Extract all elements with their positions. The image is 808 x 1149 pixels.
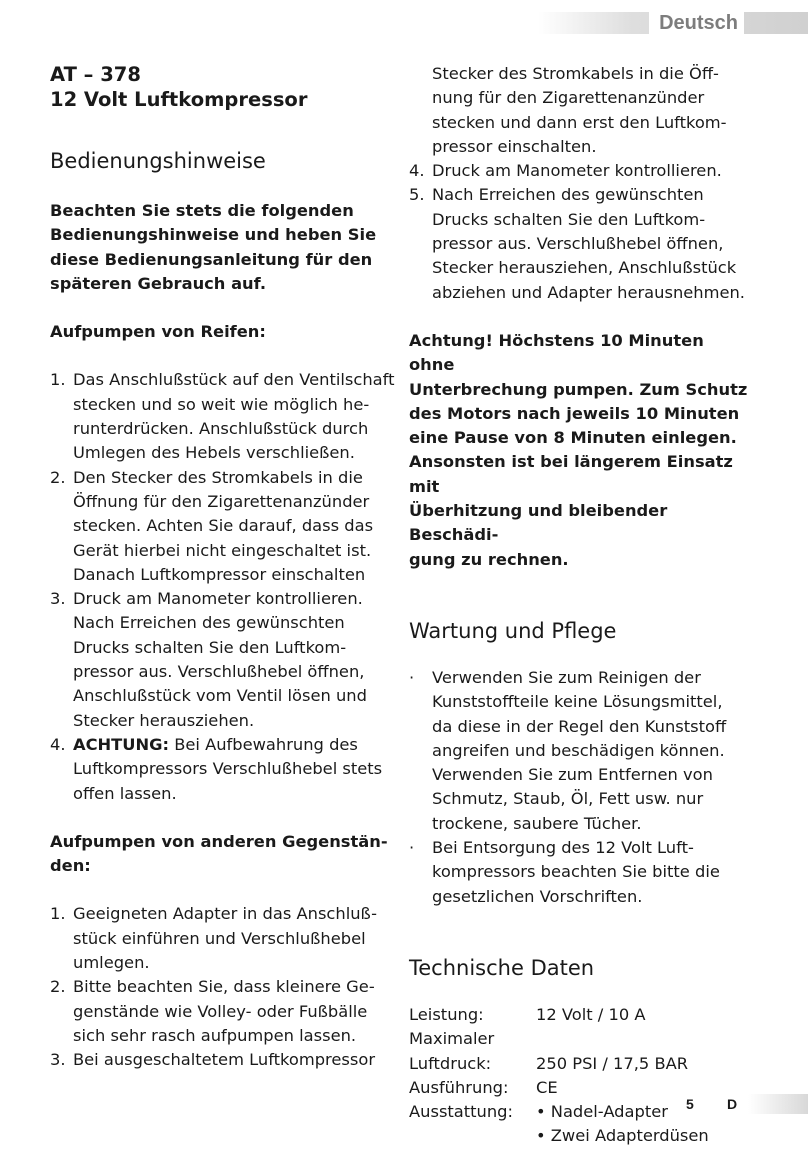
warning-label: ACHTUNG: [73,734,170,754]
bullet-icon: · [409,667,415,687]
intro-paragraph: Beachten Sie stets die folgenden Bedienungshinweise und heben Sie diese Bedienungsanleitung für den späteren Gebrauch auf. [50,201,377,293]
list-item: 4. Druck am Manometer kontrollieren. [409,161,722,181]
list-item: 1. Geeigneten Adapter in das Anschluß- stück einführen und Verschlußhebel umlegen. [50,904,377,973]
right-column [409,62,754,1149]
model-number: AT – 378 [50,63,141,86]
tires-heading: Aufpumpen von Reifen: [50,322,266,342]
page-language-code: D [727,1096,738,1112]
list-item: · Bei Entsorgung des 12 Volt Luft- kompressors beachten Sie bitte die gesetzlichen Vorschriften. [409,838,720,906]
table-row: • Zwei Adapterdüsen [536,1126,709,1146]
specs-heading: Technische Daten [409,955,595,980]
table-row: Leistung: 12 Volt / 10 A [409,1004,646,1024]
page-number: 5 [686,1096,694,1112]
other-steps-list-continued [409,62,754,305]
other-steps-list [50,902,395,1072]
document-title [50,62,395,112]
list-item: Stecker des Stromkabels in die Öff- nung für den Zigarettenanzünder stecken und dann erst den Luftkom- pressor einschalten. [432,64,727,156]
maintenance-list [409,666,754,909]
operating-heading: Bedienungshinweise [50,149,266,173]
list-item: 4. ACHTUNG: Bei Aufbewahrung des Luftkompressors Verschlußhebel stets offen lassen. [50,734,383,803]
table-row: Ausstattung: • Nadel-Adapter [409,1102,668,1122]
language-label: Deutsch [649,10,744,36]
table-row: Maximaler [409,1029,495,1049]
table-row: Ausführung: CE [409,1077,558,1097]
list-item: · Verwenden Sie zum Reinigen der Kunststoffteile keine Lösungsmittel, da diese in der Regel den Kunststoff angreifen und beschädigen können. Verwenden Sie zum Entfernen von Schmutz, Staub, Öl, Fett usw. nur trockene, saubere Tücher. [409,667,727,833]
list-item: 5. Nach Erreichen des gewünschten Drucks schalten Sie den Luftkom- pressor aus. Verschlußhebel öffnen, Stecker herausziehen, Anschlußstück abziehen und Adapter herausnehmen. [409,185,745,302]
table-row: Luftdruck: 250 PSI / 17,5 BAR [409,1053,689,1073]
list-item: 3. Bei ausgeschaltetem Luftkompressor [50,1050,376,1070]
list-item: 1. Das Anschlußstück auf den Ventilschaft stecken und so weit wie möglich he- runterdrücken. Anschlußstück durch Umlegen des Hebels verschließen. [50,370,395,463]
list-item: 2. Den Stecker des Stromkabels in die Öffnung für den Zigarettenanzünder stecken. Achten Sie darauf, dass das Gerät hierbei nicht eingeschaltet ist. Danach Luftkompressor einschalten [50,467,374,584]
list-item: 3. Druck am Manometer kontrollieren. Nach Erreichen des gewünschten Drucks schalten Sie den Luftkom- pressor aus. Verschlußhebel öffnen, Anschlußstück vom Ventil lösen und Stecker herausziehen. [50,589,367,730]
maintenance-heading: Wartung und Pflege [409,618,617,643]
other-objects-heading: Aufpumpen von anderen Gegenstän- den: [50,831,388,876]
bullet-icon: · [409,838,415,858]
list-item: 2. Bitte beachten Sie, dass kleinere Ge- genstände wie Volley- oder Fußbälle sich sehr rasch aufpumpen lassen. [50,977,375,1045]
specs-table [409,1003,754,1149]
tires-steps-list [50,368,395,805]
footer-bar [748,1094,808,1114]
warning-paragraph: Achtung! Höchstens 10 Minuten ohne Unterbrechung pumpen. Zum Schutz des Motors nach jeweils 10 Minuten eine Pause von 8 Minuten einlegen. Ansonsten ist bei längerem Einsatz mit Überhitzung und bleibender Beschädi- gung zu rechnen. [409,330,748,569]
product-name: 12 Volt Luftkompressor [50,88,308,111]
left-column [50,62,395,1073]
